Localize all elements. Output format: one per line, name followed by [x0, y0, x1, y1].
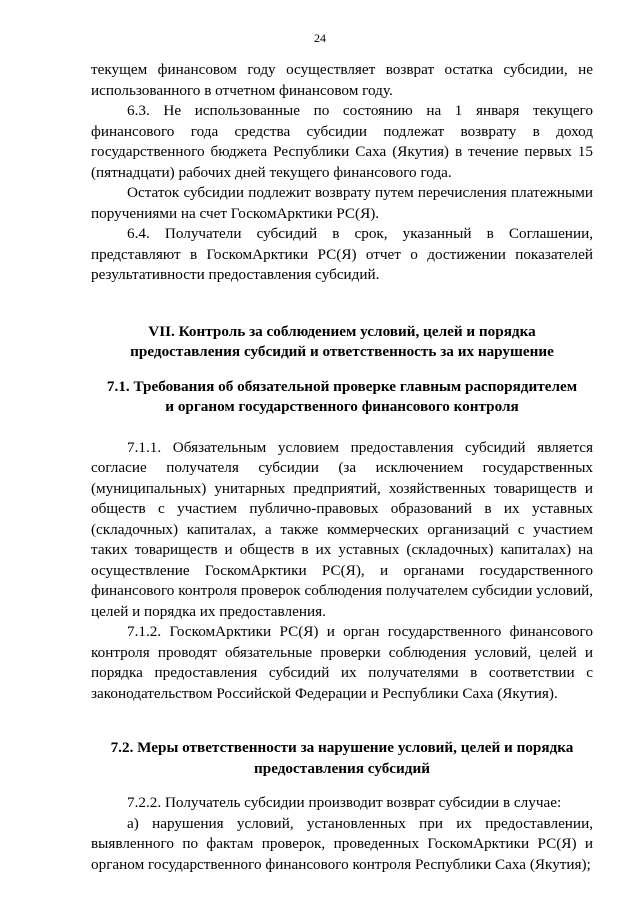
subsection-7-1-heading-line2: и органом государственного финансового контроля — [165, 398, 519, 415]
paragraph-7-1-2: 7.1.2. ГоскомАрктики РС(Я) и орган государственного финансового контроля проводят обязательные проверки соблюдения условий, целей и порядка предоставления субсидий их получателями в соответствии с законодательством Российской Федерации и Республики Саха (Якутия). — [91, 623, 593, 702]
paragraph-7-2-2: 7.2.2. Получатель субсидии производит возврат субсидии в случае: — [127, 794, 562, 811]
paragraph-continuation: текущем финансовом году осуществляет возврат остатка субсидии, не использованного в отчетном финансовом году. — [91, 61, 593, 99]
subsection-7-1-heading-line1: 7.1. Требования об обязательной проверке главным распорядителем — [106, 377, 578, 395]
subsection-7-2-heading — [91, 738, 593, 779]
subsection-7-1-heading — [91, 377, 593, 418]
paragraph-6-4: 6.4. Получатели субсидий в срок, указанный в Соглашении, представляют в ГоскомАрктики РС(Я) отчет о достижении показателей результативности предоставления субсидий. — [91, 225, 593, 283]
page-number: 24 — [314, 31, 326, 45]
paragraph-7-2-2-a: а) нарушения условий, установленных при их предоставлении, выявленного по фактам проверок, проведенных ГоскомАрктики РС(Я) и органом государственного финансового контроля Республики Саха (Якутия); — [91, 814, 593, 873]
section-7-heading-line2: предоставления субсидий и ответственность за их нарушение — [130, 343, 554, 360]
subsection-7-2-heading-line1: 7.2. Меры ответственности за нарушение условий, целей и порядка — [110, 739, 574, 756]
subsection-7-2-heading-line2: предоставления субсидий — [254, 759, 430, 777]
document-body — [91, 60, 593, 875]
section-7-heading-line1: VII. Контроль за соблюдением условий, целей и порядка — [148, 322, 536, 340]
paragraph-6-3: 6.3. Не использованные по состоянию на 1 января текущего финансового года средства субсидии подлежат возврату в доход государственного бюджета Республики Саха (Якутия) в течение первых 15 (пятнадцати) рабочих дней текущего финансового года. — [91, 102, 593, 181]
paragraph-7-1-1: 7.1.1. Обязательным условием предоставления субсидий является согласие получателя субсидии (за исключением государственных (муниципальных) унитарных предприятий, хозяйственных товариществ и обществ с участием публично-правовых образований в их уставных (складочных) капиталах, а также коммерческих организаций с участием таких товариществ и обществ в их уставных (складочных) капиталах) на осуществление ГоскомАрктики РС(Я), и органами государственного финансового контроля проверок соблюдения получателем субсидии условий, целей и порядка их предоставления. — [91, 438, 593, 620]
section-7-heading — [91, 322, 593, 363]
paragraph-remainder-return: Остаток субсидии подлежит возврату путем перечисления платежными поручениями на счет ГоскомАрктики РС(Я). — [91, 184, 593, 222]
